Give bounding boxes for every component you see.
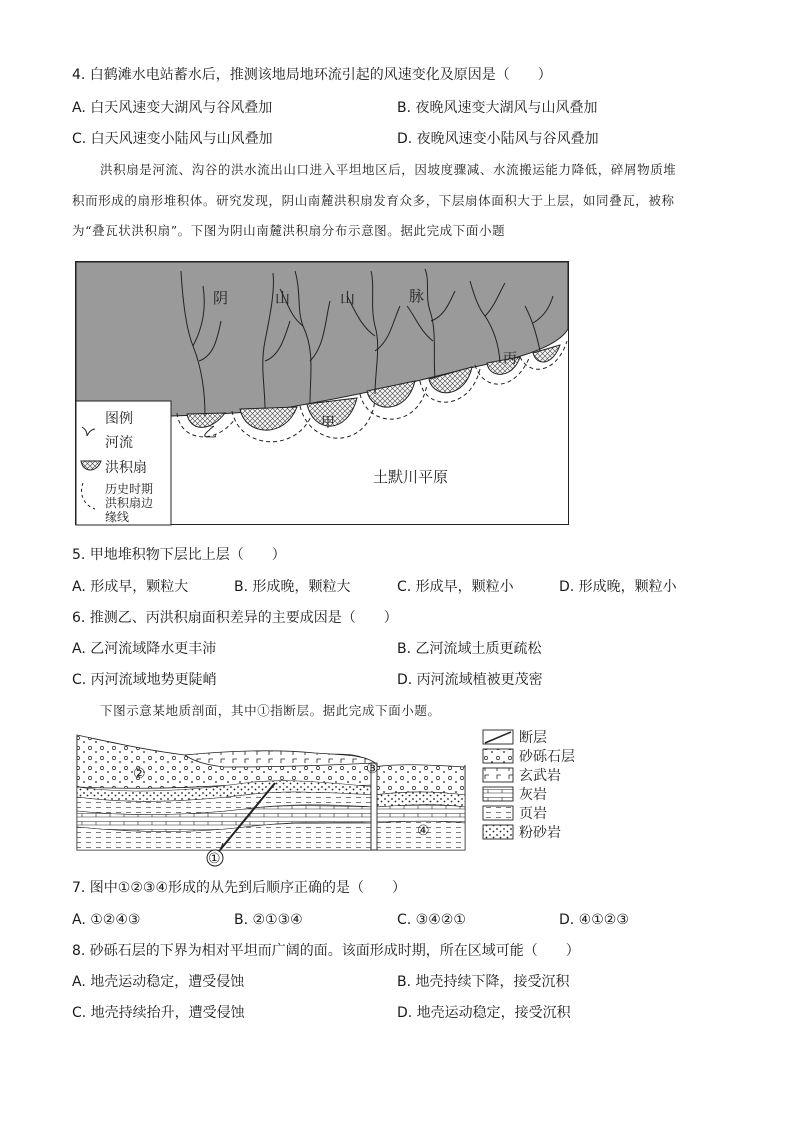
section-legend-basalt: 玄武岩 [519, 768, 561, 784]
passage1-line3: 为“叠瓦状洪积扇”。下图为阴山南麓洪积扇分布示意图。据此完成下面小题 [72, 223, 506, 238]
section-legend-shale: 页岩 [519, 806, 547, 822]
passage1-line2: 积而形成的扇形堆积体。研究发现，阴山南麓洪积扇发育众多，下层扇体面积大于上层，如同叠瓦，被称 [72, 193, 675, 208]
q8-option-b: B. 地壳持续下降，接受沉积 [397, 974, 570, 990]
q4-option-d: D. 夜晚风速变小陆风与谷风叠加 [397, 131, 599, 147]
q4-option-a: A. 白天风速变大湖风与谷风叠加 [72, 100, 273, 116]
q5-option-b: B. 形成晚，颗粒大 [234, 579, 351, 595]
fan-label-yi: 乙 [203, 425, 217, 441]
marker-2 [133, 766, 146, 782]
marker-1-label: ① [208, 851, 221, 867]
q8-option-a: A. 地壳运动稳定，遭受侵蚀 [72, 974, 245, 990]
section-legend-siltstone: 粉砂岩 [519, 825, 561, 841]
passage1-line1: 洪积扇是河流、沟谷的洪水流出山口进入平坦地区后，因坡度骤减、水流搬运能力降低，碎屑物质堆 [100, 162, 677, 177]
marker-4-label: ④ [417, 823, 430, 839]
q7-option-b: B. ②①③④ [234, 912, 303, 928]
passage2: 下图示意某地质剖面，其中①指断层。据此完成下面小题。 [100, 703, 441, 718]
legend-edge-3: 缘线 [105, 510, 130, 524]
fan-label-bing: 丙 [503, 351, 517, 367]
q6-option-d: D. 丙河流域植被更茂密 [397, 672, 543, 688]
q7-option-c: C. ③④②① [397, 912, 466, 928]
q4-stem: 4. 白鹤滩水电站蓄水后，推测该地局地环流引起的风速变化及原因是（ ） [72, 67, 552, 83]
section-legend-limestone: 灰岩 [519, 787, 547, 803]
q6-option-b: B. 乙河流域土质更疏松 [397, 641, 542, 657]
q7-stem: 7. 图中①②③④形成的从先到后顺序正确的是（ ） [72, 880, 407, 896]
section-legend [483, 730, 575, 841]
legend-edge-2: 洪积扇边 [105, 496, 154, 510]
q5-stem: 5. 甲地堆积物下层比上层（ ） [72, 547, 286, 563]
q4-option-c: C. 白天风速变小陆风与山风叠加 [72, 131, 273, 147]
marker-3-label: ③ [366, 761, 379, 777]
q8-option-c: C. 地壳持续抬升，遭受侵蚀 [72, 1005, 245, 1021]
q5-option-a: A. 形成早，颗粒大 [72, 579, 189, 595]
marker-4 [417, 823, 430, 839]
q8-option-d: D. 地壳运动稳定，接受沉积 [397, 1005, 571, 1021]
section-legend-fault: 断层 [519, 730, 547, 746]
alluvial-fan-map [75, 261, 569, 526]
plain-label: 土默川平原 [373, 468, 449, 486]
q5-option-c: C. 形成早，颗粒小 [397, 579, 514, 595]
map-legend [76, 401, 171, 525]
marker-2-label: ② [133, 766, 146, 782]
marker-1 [207, 850, 223, 867]
geologic-section [75, 725, 595, 873]
legend-edge-1: 历史时期 [105, 482, 154, 496]
q5-option-d: D. 形成晚，颗粒小 [559, 579, 677, 595]
marker-3 [366, 761, 379, 777]
legend-river: 河流 [105, 435, 133, 451]
mountain-char-2: 山 [275, 289, 291, 307]
fan-label-jia: 甲 [321, 415, 335, 431]
q6-option-a: A. 乙河流域降水更丰沛 [72, 641, 217, 657]
q7-option-d: D. ④①②③ [559, 912, 629, 928]
mountain-char-3: 山 [340, 289, 356, 307]
section-legend-gravel: 砂砾石层 [519, 749, 575, 765]
q7-option-a: A. ①②④③ [72, 912, 141, 928]
mountain-char-1: 阴 [213, 289, 229, 307]
q6-stem: 6. 推测乙、丙洪积扇面积差异的主要成因是（ ） [72, 610, 398, 626]
q6-option-c: C. 丙河流域地势更陡峭 [72, 672, 217, 688]
legend-fan: 洪积扇 [105, 460, 147, 476]
legend-title: 图例 [105, 411, 133, 427]
q8-stem: 8. 砂砾石层的下界为相对平坦而广阔的面。该面形成时期，所在区域可能（ ） [72, 943, 580, 959]
mountain-char-4: 脉 [409, 287, 425, 305]
q4-option-b: B. 夜晚风速变大湖风与山风叠加 [397, 100, 598, 116]
